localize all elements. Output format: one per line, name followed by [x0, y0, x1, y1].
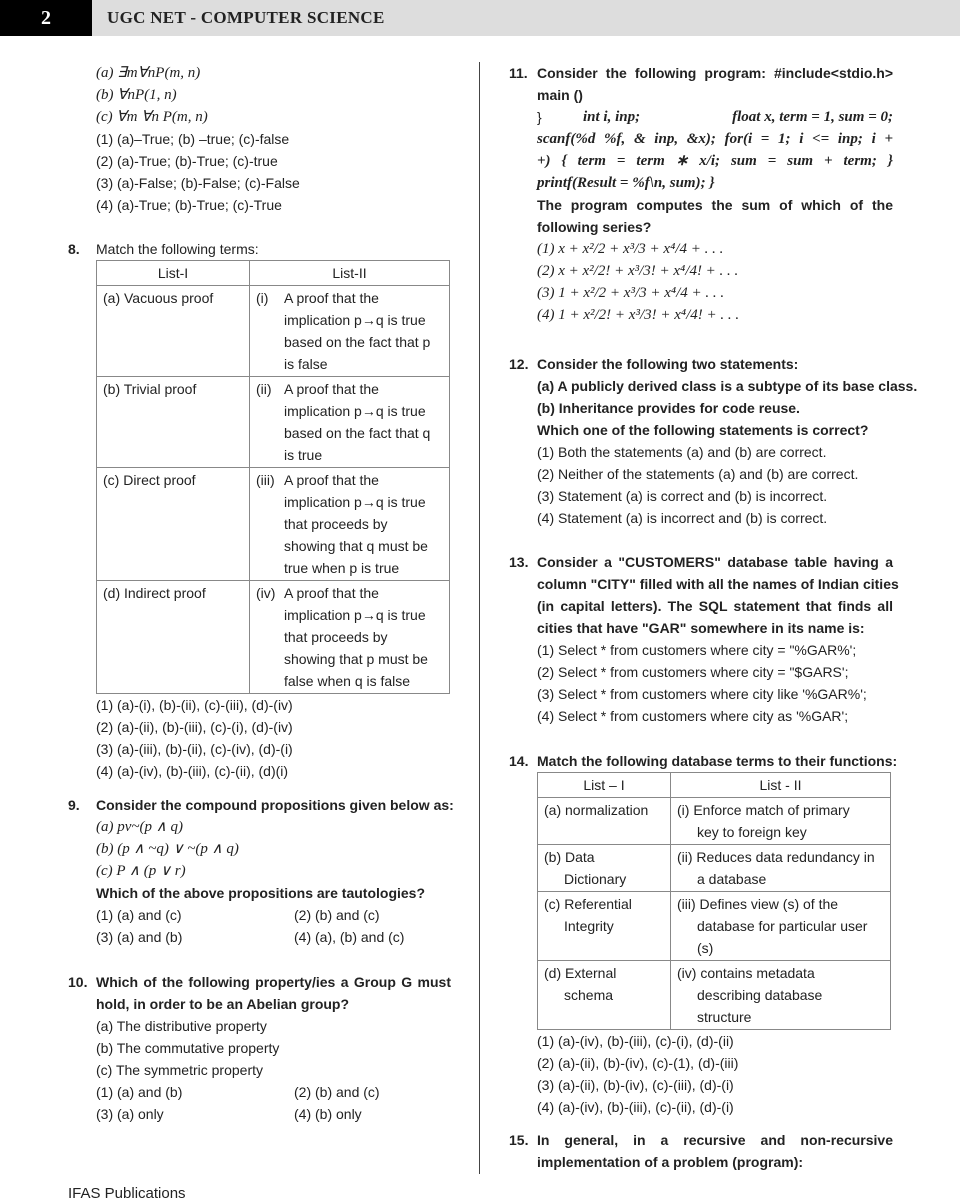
list2-line: (iv) contains metadata: [677, 965, 815, 981]
list2-line: implication p→q is true: [284, 494, 426, 510]
table-row: [97, 286, 450, 377]
q7-answer: (4) (a)-True; (b)-True; (c)-True: [96, 197, 282, 213]
q13-line: column "CITY" filled with all the names of Indian cities: [537, 576, 899, 592]
table-row: [538, 892, 891, 961]
q14-answer: (4) (a)-(iv), (b)-(iii), (c)-(ii), (d)-(i): [537, 1099, 734, 1115]
list2-line: implication p→q is true: [284, 312, 426, 328]
q11-code: }: [537, 109, 542, 125]
table-header: List - II: [671, 773, 891, 798]
q10-answer: (2) (b) and (c): [294, 1084, 380, 1100]
q11-number: 11.: [509, 65, 528, 81]
q7-option: (c) ∀m ∀n P(m, n): [96, 109, 208, 125]
q11-line: Consider the following program: #include<stdio.h>: [537, 65, 893, 81]
q9-answer: (1) (a) and (c): [96, 907, 182, 923]
q12-answer: (1) Both the statements (a) and (b) are correct.: [537, 444, 827, 460]
q10-item: (a) The distributive property: [96, 1018, 267, 1034]
list1-item: (d) Indirect proof: [97, 581, 250, 694]
list2-line: A proof that the: [284, 290, 379, 306]
q13-block: [537, 551, 899, 727]
q13-answer: (1) Select * from customers where city = "%GAR%';: [537, 642, 857, 658]
list2-line: is true: [284, 447, 323, 463]
q15-block: [537, 1129, 893, 1173]
q11-line: main (): [537, 87, 583, 103]
list1-line: (c) Referential: [544, 896, 632, 912]
q9-answer: (4) (a), (b) and (c): [294, 929, 405, 945]
q15-number: 15.: [509, 1132, 529, 1148]
table-row: [97, 377, 450, 468]
list2-line: key to foreign key: [697, 824, 807, 840]
list2-line: structure: [697, 1009, 752, 1025]
list1-item: (c) Direct proof: [97, 468, 250, 581]
q15-line: implementation of a problem (program):: [537, 1154, 804, 1170]
q13-answer: (2) Select * from customers where city = "$GARS';: [537, 664, 849, 680]
q10-item: (c) The symmetric property: [96, 1062, 263, 1078]
q13-number: 13.: [509, 554, 529, 570]
list1-line: (d) External: [544, 965, 617, 981]
list2-line: (i) Enforce match of primary: [677, 802, 850, 818]
table-row: [538, 798, 891, 845]
q9-prompt: Which of the above propositions are tautologies?: [96, 885, 426, 901]
list2-line: false when q is false: [284, 673, 411, 689]
list2-line: (ii) Reduces data redundancy in: [677, 849, 875, 865]
q13-answer: (4) Select * from customers where city as '%GAR';: [537, 708, 849, 724]
list2-line: showing that p must be: [284, 651, 428, 667]
q10-answer: (4) (b) only: [294, 1106, 362, 1122]
list2-line: describing database: [697, 987, 823, 1003]
q8-answer: (3) (a)-(iii), (b)-(ii), (c)-(iv), (d)-(i): [96, 741, 293, 757]
q9-number: 9.: [68, 797, 80, 813]
q7-option: (b) ∀nP(1, n): [96, 87, 177, 103]
q10-block: [96, 971, 451, 1125]
q11-answer: (2) x + x²/2! + x³/3! + x⁴/4! + . . .: [537, 263, 739, 279]
list2-line: showing that q must be: [284, 538, 428, 554]
q12-line: (b) Inheritance provides for code reuse.: [537, 400, 800, 416]
q14-number: 14.: [509, 753, 529, 769]
q10-item: (b) The commutative property: [96, 1040, 280, 1056]
header-title: UGC NET - COMPUTER SCIENCE: [107, 8, 385, 27]
list1-line: schema: [564, 987, 614, 1003]
list2-num: (iii): [256, 472, 275, 488]
table-row: [538, 845, 891, 892]
table-row: [538, 961, 891, 1030]
page-header: [0, 0, 960, 36]
q8-answer: (2) (a)-(ii), (b)-(iii), (c)-(i), (d)-(iv): [96, 719, 293, 735]
q11-prompt: The program computes the sum of which of the: [537, 197, 893, 213]
q10-number: 10.: [68, 974, 88, 990]
q10-answer: (3) (a) only: [96, 1106, 164, 1122]
q14-block: [537, 750, 898, 1118]
q13-line: Consider a "CUSTOMERS" database table having a: [537, 554, 893, 570]
list2-line: A proof that the: [284, 472, 379, 488]
q9-answer: (2) (b) and (c): [294, 907, 380, 923]
q11-answer: (3) 1 + x²/2 + x³/3 + x⁴/4 + . . .: [537, 285, 725, 301]
q10-question-line: hold, in order to be an Abelian group?: [96, 996, 350, 1012]
q12-answer: (4) Statement (a) is incorrect and (b) is correct.: [537, 510, 828, 526]
q14-answer: (1) (a)-(iv), (b)-(iii), (c)-(i), (d)-(ii): [537, 1033, 734, 1049]
list2-line: database for particular user: [697, 918, 868, 934]
list2-line: true when p is true: [284, 560, 400, 576]
list2-line: that proceeds by: [284, 516, 388, 532]
q12-answer: (3) Statement (a) is correct and (b) is incorrect.: [537, 488, 828, 504]
q15-line: In general, in a recursive and non-recursive: [537, 1132, 893, 1148]
q11-block: [537, 62, 893, 326]
q9-item: (b) (p ∧ ~q) ∨ ~(p ∧ q): [96, 841, 239, 857]
q10-answer: (1) (a) and (b): [96, 1084, 183, 1100]
page-number: 2: [0, 0, 92, 36]
q8-answer: (4) (a)-(iv), (b)-(iii), (c)-(ii), (d)(i): [96, 763, 289, 779]
q8-question: Match the following terms:: [96, 241, 259, 257]
q9-item: (c) P ∧ (p ∨ r): [96, 863, 186, 879]
q9-question: Consider the compound propositions given below as:: [96, 797, 454, 813]
q7-answer: (2) (a)-True; (b)-True; (c)-true: [96, 153, 278, 169]
list2-num: (ii): [256, 381, 272, 397]
table-row: [97, 581, 450, 694]
q13-line: cities that have "GAR" somewhere in its name is:: [537, 620, 865, 636]
q12-number: 12.: [509, 356, 529, 372]
table-header: List-II: [250, 261, 450, 286]
list2-line: implication p→q is true: [284, 403, 426, 419]
table-header: List-I: [97, 261, 250, 286]
q12-line: Consider the following two statements:: [537, 356, 799, 372]
column-divider: [479, 62, 480, 1174]
list2-line: implication p→q is true: [284, 607, 426, 623]
q12-line: (a) A publicly derived class is a subtype of its base class.: [537, 378, 918, 394]
q14-question: Match the following database terms to their functions:: [537, 753, 898, 769]
q11-answer: (4) 1 + x²/2! + x³/3! + x⁴/4! + . . .: [537, 307, 740, 323]
q8-number: 8.: [68, 241, 80, 257]
q7-option: (a) ∃m∀nP(m, n): [96, 65, 201, 81]
q12-line: Which one of the following statements is correct?: [537, 422, 869, 438]
q8-match-table: [96, 260, 450, 694]
list2-line: A proof that the: [284, 585, 379, 601]
q9-answer: (3) (a) and (b): [96, 929, 183, 945]
list2-num: (i): [256, 290, 269, 306]
q7-continued: [96, 62, 300, 216]
q7-answer: (3) (a)-False; (b)-False; (c)-False: [96, 175, 300, 191]
q12-answer: (2) Neither of the statements (a) and (b) are correct.: [537, 466, 859, 482]
list1-line: Integrity: [564, 918, 614, 934]
footer-publisher: IFAS Publications: [68, 1185, 186, 1202]
list1-item: (a) Vacuous proof: [97, 286, 250, 377]
list2-line: that proceeds by: [284, 629, 388, 645]
q11-prompt: following series?: [537, 219, 652, 235]
list2-num: (iv): [256, 585, 276, 601]
q11-code: float x, term = 1, sum = 0;: [732, 109, 893, 125]
q14-answer: (3) (a)-(ii), (b)-(iv), (c)-(iii), (d)-(i): [537, 1077, 734, 1093]
q7-answer: (1) (a)–True; (b) –true; (c)-false: [96, 131, 290, 147]
q14-answer: (2) (a)-(ii), (b)-(iv), (c)-(1), (d)-(iii): [537, 1055, 739, 1071]
list1-line: (a) normalization: [544, 802, 649, 818]
q11-code: scanf(%d %f, & inp, &x); for(i = 1; i <= inp; i +: [537, 131, 893, 147]
list2-line: a database: [697, 871, 767, 887]
table-header: List – I: [538, 773, 671, 798]
q8-block: [96, 238, 450, 782]
list1-line: (b) Data: [544, 849, 595, 865]
list1-item: (b) Trivial proof: [97, 377, 250, 468]
q14-match-table: [537, 772, 891, 1030]
q9-block: [96, 794, 454, 948]
list2-line: (iii) Defines view (s) of the: [677, 896, 839, 912]
q10-question-line: Which of the following property/ies a Group G must: [96, 974, 451, 990]
q13-line: (in capital letters). The SQL statement that finds all: [537, 598, 893, 614]
q11-code: printf(Result = %f\n, sum); }: [537, 175, 715, 191]
q9-item: (a) pv~(p ∧ q): [96, 819, 183, 835]
list2-line: (s): [697, 940, 714, 956]
q11-answer: (1) x + x²/2 + x³/3 + x⁴/4 + . . .: [537, 241, 724, 257]
q8-answer: (1) (a)-(i), (b)-(ii), (c)-(iii), (d)-(iv): [96, 697, 293, 713]
q11-code: +) { term = term ∗ x/i; sum = sum + term; }: [537, 153, 893, 169]
list2-line: based on the fact that p: [284, 334, 431, 350]
q12-block: [537, 353, 918, 529]
q13-answer: (3) Select * from customers where city like '%GAR%';: [537, 686, 867, 702]
list2-line: based on the fact that q: [284, 425, 431, 441]
q11-code: int i, inp;: [583, 109, 641, 125]
table-row: [97, 468, 450, 581]
list2-line: A proof that the: [284, 381, 379, 397]
list2-line: is false: [284, 356, 328, 372]
list1-line: Dictionary: [564, 871, 627, 887]
